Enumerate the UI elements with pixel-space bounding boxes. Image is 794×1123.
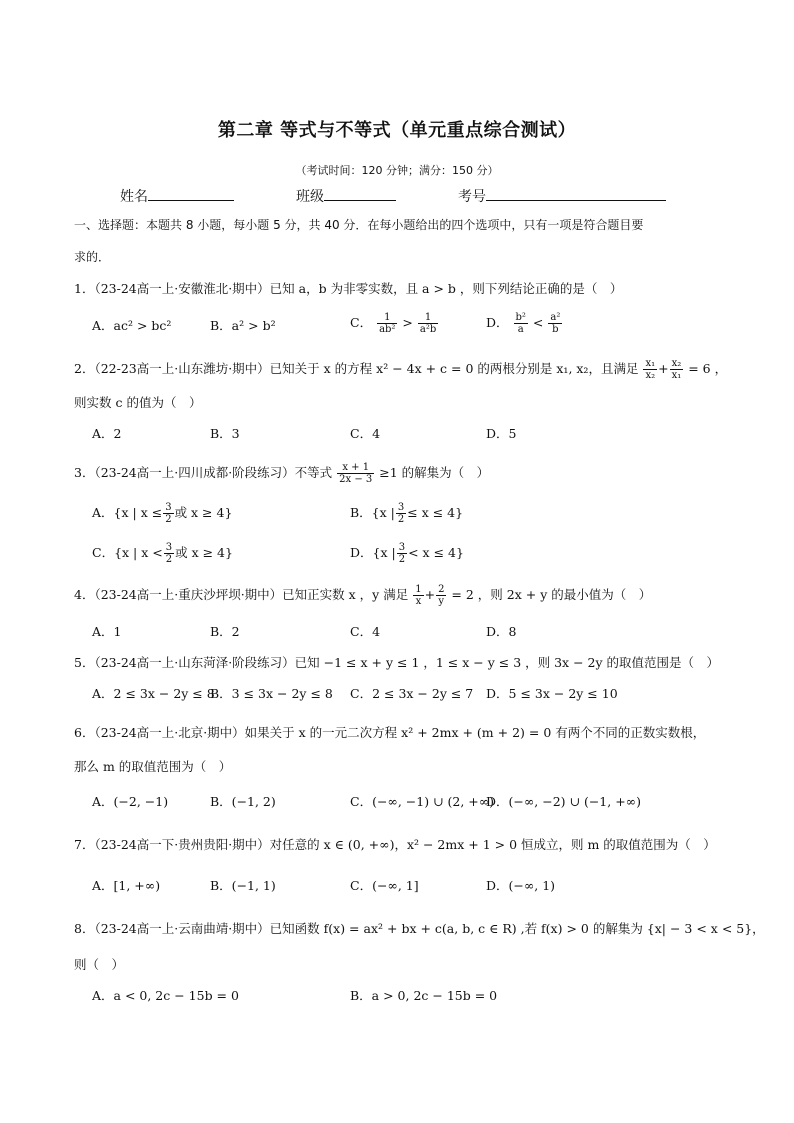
fraction-denominator: a	[517, 324, 524, 335]
option-d-post: < x ≤ 4}	[408, 545, 464, 560]
question-3-option-c[interactable]	[92, 542, 233, 565]
question-7-option-c[interactable]: C．(−∞, 1]	[350, 878, 419, 893]
section-instructions-line2: 求的．	[74, 250, 111, 264]
option-a-pre: A．{x | x ≤	[92, 505, 163, 520]
question-2-option-a[interactable]: A．2	[92, 426, 122, 441]
question-2-option-d[interactable]: D．5	[486, 426, 517, 441]
fraction-numerator: 1	[418, 312, 438, 324]
question-8-stem: 8．（23-24高一上·云南曲靖·期中）已知函数 f(x) = ax² + bx + c(a, b, c ∈ R) ,若 f(x) > 0 的解集为 {x| − 3 < x < 5}，	[74, 921, 765, 936]
question-8-option-a[interactable]: A．a < 0, 2c − 15b = 0	[92, 988, 239, 1003]
question-7-option-b[interactable]: B．(−1, 1)	[210, 878, 276, 893]
fraction-denominator: x₁	[671, 370, 682, 381]
id-blank[interactable]	[486, 186, 666, 201]
option-c-pre: C．{x | x <	[92, 545, 163, 560]
option-d-label: D．	[486, 315, 509, 330]
question-4-stem	[74, 584, 651, 607]
question-3-stem	[74, 462, 489, 485]
section-instructions-line1: 一、选择题：本题共 8 小题，每小题 5 分，共 40 分．在每小题给出的四个选项中，只有一项是符合题目要	[74, 218, 644, 232]
question-5-option-b[interactable]: B．3 ≤ 3x − 2y ≤ 8	[210, 686, 333, 701]
question-4-option-c[interactable]: C．4	[350, 624, 381, 639]
fraction-numerator: 1	[415, 584, 422, 595]
question-6-option-d[interactable]: D．(−∞, −2) ∪ (−1, +∞)	[486, 794, 641, 809]
fraction	[413, 584, 423, 607]
name-blank[interactable]	[148, 186, 234, 201]
question-2-option-b[interactable]: B．3	[210, 426, 240, 441]
fraction-numerator: x + 1	[337, 462, 374, 474]
fraction-denominator: y	[438, 596, 445, 607]
class-field[interactable]	[296, 186, 396, 206]
name-label: 姓名	[120, 189, 148, 205]
fraction-denominator: 2x − 3	[339, 474, 373, 485]
fraction-numerator: b²	[515, 312, 526, 323]
question-1-option-b[interactable]: B．a² > b²	[210, 318, 276, 333]
question-2-stem-text: 2．（22-23高一上·山东潍坊·期中）已知关于 x 的方程 x² − 4x + c = 0 的两根分别是 x₁, x₂，且满足	[74, 361, 639, 376]
option-b-post: ≤ x ≤ 4}	[407, 505, 464, 520]
question-1-stem: 1．（23-24高一上·安徽淮北·期中）已知 a，b 为非零实数，且 a > b ，则下列结论正确的是（ ）	[74, 281, 623, 296]
question-2-option-c[interactable]: C．4	[350, 426, 381, 441]
fraction-denominator: 2	[165, 554, 173, 565]
fraction	[164, 542, 174, 565]
question-6-option-b[interactable]: B．(−1, 2)	[210, 794, 276, 809]
exam-subtitle: （考试时间：120 分钟；满分：150 分）	[295, 164, 499, 177]
question-4-stem-pre: 4．（23-24高一上·重庆沙坪坝·期中）已知正实数 x ，y 满足	[74, 587, 409, 602]
question-1-option-c[interactable]	[350, 312, 439, 335]
page-title: 第二章 等式与不等式（单元重点综合测试）	[217, 120, 577, 141]
fraction	[397, 542, 407, 565]
question-1-option-d[interactable]	[486, 312, 563, 335]
fraction-denominator: 2	[397, 514, 405, 525]
fraction-denominator: x	[415, 596, 422, 607]
fraction-numerator: 1	[377, 312, 397, 324]
question-8-line2: 则（ ）	[74, 957, 125, 972]
question-4-option-d[interactable]: D．8	[486, 624, 517, 639]
question-3-option-a[interactable]	[92, 502, 232, 525]
fraction-numerator: x₁	[645, 358, 656, 369]
name-field[interactable]	[120, 186, 234, 206]
fraction-numerator: 3	[398, 542, 406, 553]
question-7-option-d[interactable]: D．(−∞, 1)	[486, 878, 556, 893]
question-6-stem: 6．（23-24高一上·北京·期中）如果关于 x 的一元二次方程 x² + 2mx + (m + 2) = 0 有两个不同的正数实数根，	[74, 725, 706, 740]
fraction	[514, 312, 528, 335]
question-2-line2: 则实数 c 的值为（ ）	[74, 395, 202, 410]
question-5-option-a[interactable]: A．2 ≤ 3x − 2y ≤ 8	[92, 686, 215, 701]
fraction	[436, 584, 446, 607]
fraction-denominator: b	[552, 324, 559, 335]
question-5-option-c[interactable]: C．2 ≤ 3x − 2y ≤ 7	[350, 686, 474, 701]
fraction-numerator: x₂	[671, 358, 682, 369]
question-6-option-a[interactable]: A．(−2, −1)	[92, 794, 169, 809]
fraction-denominator: 2	[398, 554, 406, 565]
fraction-denominator: x₂	[645, 370, 656, 381]
option-c-label: C．	[350, 315, 373, 330]
operator: <	[532, 315, 544, 330]
class-label: 班级	[296, 189, 324, 205]
question-6-line2: 那么 m 的取值范围为（ ）	[74, 759, 232, 774]
fraction	[548, 312, 562, 335]
question-3-option-b[interactable]	[350, 502, 463, 525]
fraction-numerator: 3	[397, 502, 405, 513]
class-blank[interactable]	[324, 186, 396, 201]
option-b-pre: B．{x |	[350, 505, 395, 520]
question-4-option-a[interactable]: A．1	[92, 624, 122, 639]
fraction	[670, 358, 684, 381]
question-3-option-d[interactable]	[350, 542, 464, 565]
question-7-option-a[interactable]: A．[1, +∞)	[92, 878, 161, 893]
question-3-stem-post: ≥1 的解集为（ ）	[379, 465, 490, 480]
fraction-numerator: 3	[165, 502, 172, 513]
question-4-stem-post: = 2 ，则 2x + y 的最小值为（ ）	[451, 587, 652, 602]
fraction-denominator: ab²	[379, 324, 396, 335]
question-2-stem	[74, 358, 727, 381]
id-field[interactable]	[458, 186, 666, 206]
question-5-stem: 5．（23-24高一上·山东菏泽·阶段练习）已知 −1 ≤ x + y ≤ 1 ，1 ≤ x − y ≤ 3 ，则 3x − 2y 的取值范围是（ ）	[74, 655, 720, 670]
option-c-post: 或 x ≥ 4}	[175, 545, 233, 560]
option-d-pre: D．{x |	[350, 545, 396, 560]
fraction	[643, 358, 657, 381]
question-3-stem-pre: 3．（23-24高一上·四川成都·阶段练习）不等式	[74, 465, 333, 480]
fraction-numerator: 3	[165, 542, 173, 553]
fraction	[337, 462, 374, 485]
question-1-option-a[interactable]: A．ac² > bc²	[92, 318, 172, 333]
id-label: 考号	[458, 189, 486, 205]
fraction-denominator: 2	[165, 514, 172, 525]
question-7-stem: 7．（23-24高一下·贵州贵阳·期中）对任意的 x ∈ (0, +∞)，x² − 2mx + 1 > 0 恒成立，则 m 的取值范围为（ ）	[74, 837, 716, 852]
fraction-numerator: 2	[438, 584, 445, 595]
option-a-post: 或 x ≥ 4}	[174, 505, 233, 520]
fraction	[163, 502, 173, 525]
fraction	[396, 502, 406, 525]
plus-sign: +	[424, 587, 436, 602]
question-5-option-d[interactable]: D．5 ≤ 3x − 2y ≤ 10	[486, 686, 618, 701]
fraction	[418, 312, 438, 335]
question-2-stem-tail: = 6 ，	[688, 361, 728, 376]
question-4-option-b[interactable]: B．2	[210, 624, 240, 639]
fraction-denominator: a²b	[419, 324, 437, 335]
fraction	[377, 312, 397, 335]
question-8-option-b[interactable]: B．a > 0, 2c − 15b = 0	[350, 988, 498, 1003]
question-6-option-c[interactable]: C．(−∞, −1) ∪ (2, +∞)	[350, 794, 495, 809]
plus-sign: +	[658, 361, 669, 376]
fraction-numerator: a²	[550, 312, 561, 323]
operator: >	[402, 315, 413, 330]
